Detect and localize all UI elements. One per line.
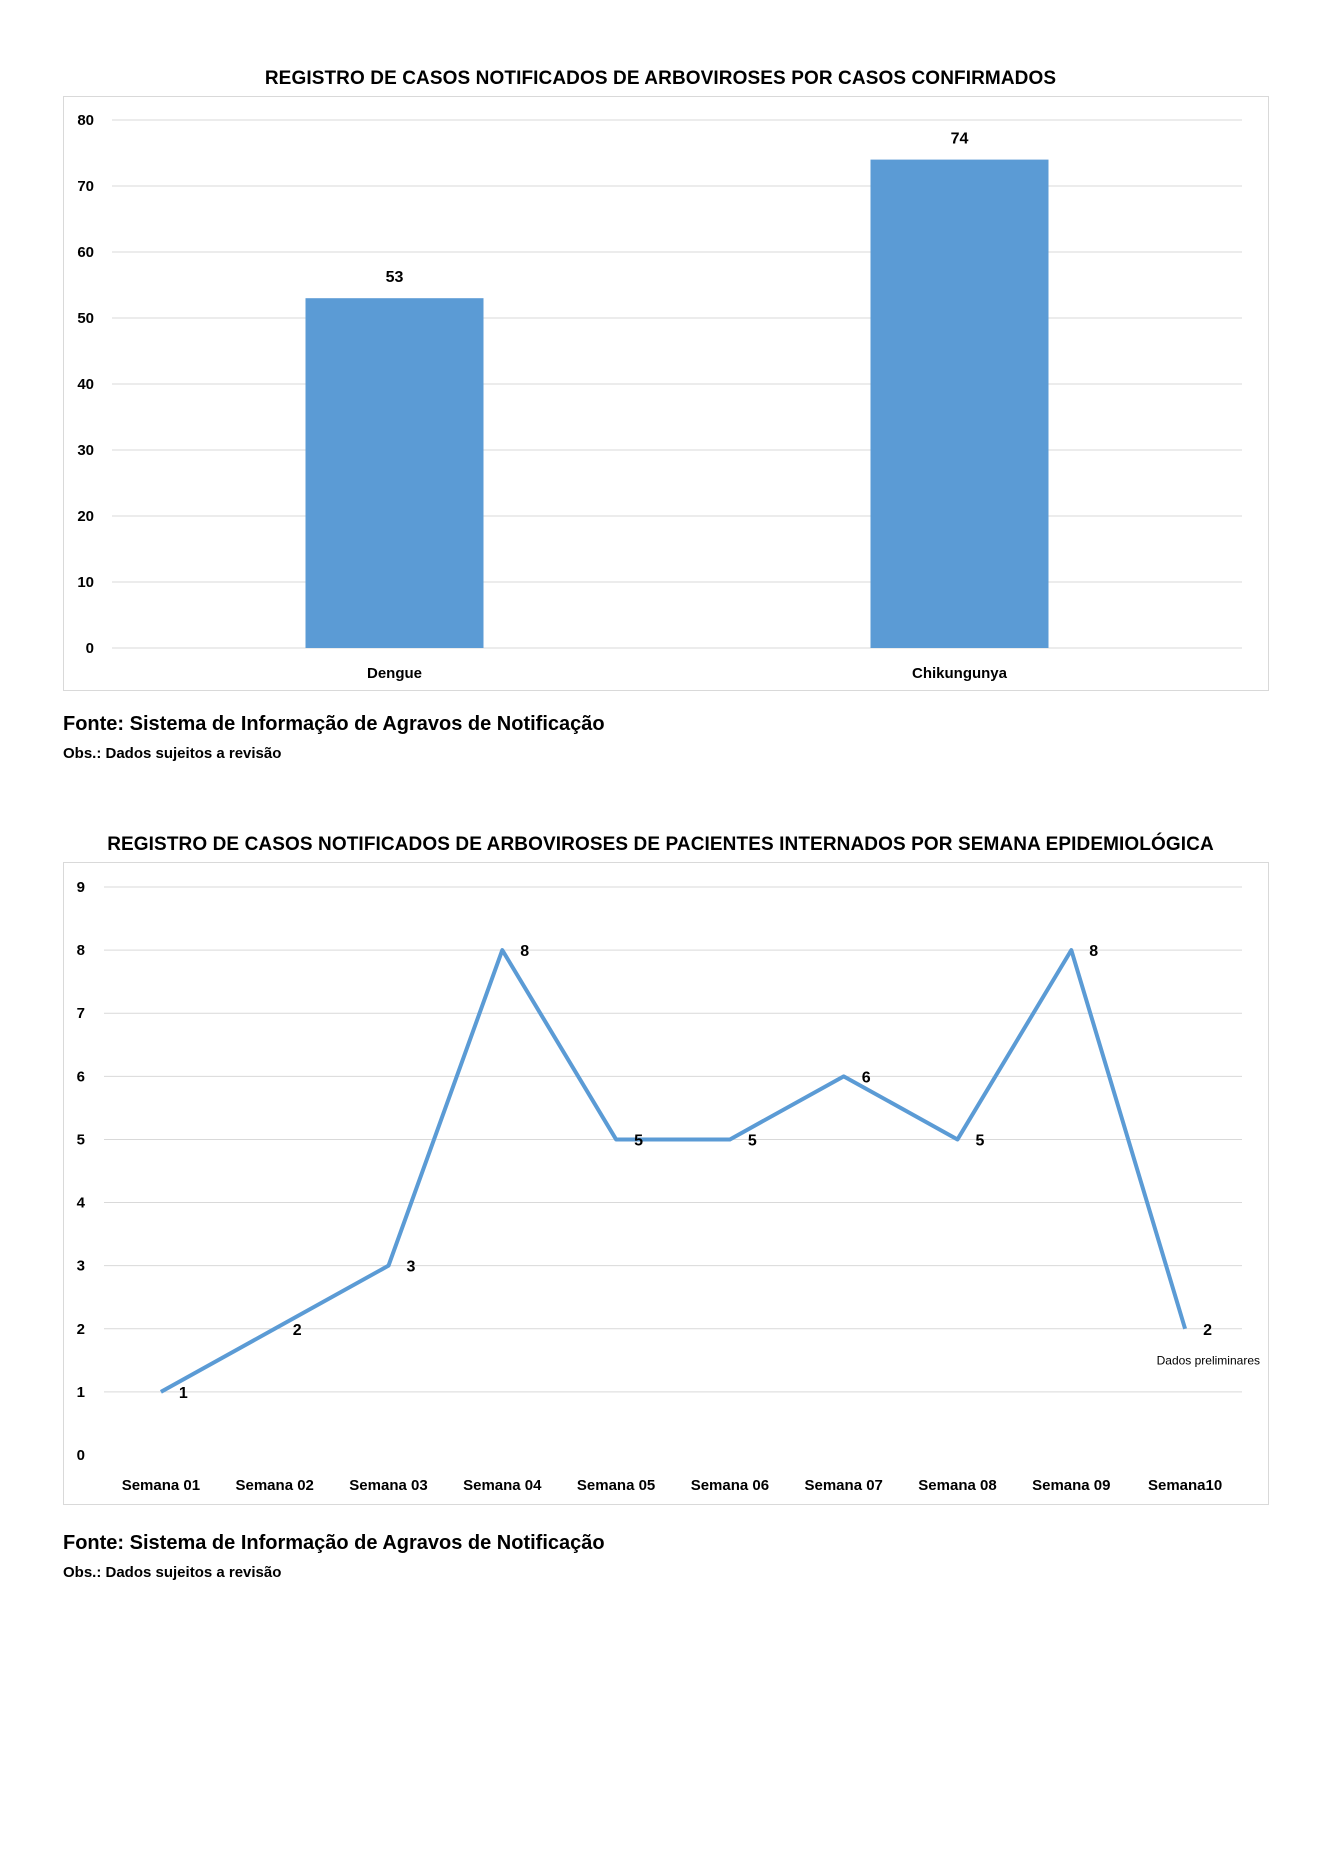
y-tick-label: 7 (76, 1005, 85, 1023)
y-tick-label: 50 (77, 310, 94, 327)
bar-chart-title: REGISTRO DE CASOS NOTIFICADOS DE ARBOVIROSES POR CASOS CONFIRMADOS (264, 68, 1057, 89)
bar-chart-svg (64, 97, 1268, 690)
y-tick-label: 40 (77, 376, 94, 393)
x-tick-label: Dengue (366, 665, 423, 682)
y-tick-label: 8 (76, 942, 85, 960)
data-label: 5 (634, 1132, 644, 1150)
data-label: 6 (861, 1069, 871, 1087)
data-label: 3 (406, 1258, 416, 1276)
x-tick-label: Semana 04 (463, 1477, 542, 1494)
x-tick-label: Semana 07 (804, 1477, 883, 1494)
data-label: 8 (1089, 943, 1099, 961)
y-tick-label: 0 (76, 1447, 85, 1464)
x-tick-label: Semana 08 (918, 1477, 997, 1494)
line-chart (63, 862, 1269, 1505)
y-tick-label: 60 (77, 244, 94, 261)
data-label: 74 (950, 130, 969, 148)
x-tick-label: Semana 06 (690, 1477, 770, 1494)
data-label: 53 (385, 269, 404, 287)
data-label: 2 (292, 1321, 302, 1339)
y-tick-label: 1 (76, 1383, 85, 1401)
line-chart-svg (64, 863, 1268, 1504)
y-tick-label: 10 (77, 574, 94, 591)
y-tick-label: 30 (77, 442, 94, 459)
annotation-label: Dados preliminares (1156, 1353, 1260, 1368)
line-chart-title: REGISTRO DE CASOS NOTIFICADOS DE ARBOVIROSES DE PACIENTES INTERNADOS POR SEMANA EPIDEMIOLÓGICA (107, 834, 1214, 855)
y-tick-label: 0 (85, 640, 94, 657)
x-tick-label: Semana 09 (1032, 1477, 1111, 1494)
line-chart-note: Obs.: Dados sujeitos a revisão (63, 1564, 282, 1581)
bar-chart-source: Fonte: Sistema de Informação de Agravos de Notificação (63, 713, 605, 735)
bar (306, 298, 484, 648)
x-tick-label: Semana10 (1147, 1477, 1223, 1494)
y-tick-label: 70 (77, 178, 94, 195)
x-tick-label: Chikungunya (911, 665, 1008, 682)
y-tick-label: 5 (76, 1131, 85, 1149)
x-tick-label: Semana 03 (349, 1477, 428, 1494)
data-label: 2 (1203, 1321, 1213, 1339)
y-tick-label: 9 (76, 879, 85, 896)
bar-chart (63, 96, 1269, 691)
x-tick-label: Semana 05 (576, 1477, 656, 1494)
data-label: 8 (520, 943, 530, 961)
bar-chart-note: Obs.: Dados sujeitos a revisão (63, 745, 282, 762)
x-tick-label: Semana 02 (235, 1477, 314, 1494)
y-tick-label: 3 (76, 1257, 85, 1275)
y-tick-label: 80 (77, 112, 94, 129)
data-label: 5 (975, 1132, 985, 1150)
y-tick-label: 4 (76, 1194, 85, 1212)
series-line (161, 950, 1185, 1392)
x-tick-label: Semana 01 (121, 1477, 201, 1494)
data-label: 5 (747, 1132, 757, 1150)
y-tick-label: 20 (77, 508, 94, 525)
line-chart-source: Fonte: Sistema de Informação de Agravos de Notificação (63, 1532, 605, 1554)
bar (871, 160, 1049, 648)
y-tick-label: 2 (76, 1320, 85, 1338)
y-tick-label: 6 (76, 1068, 85, 1086)
data-label: 1 (178, 1384, 188, 1402)
